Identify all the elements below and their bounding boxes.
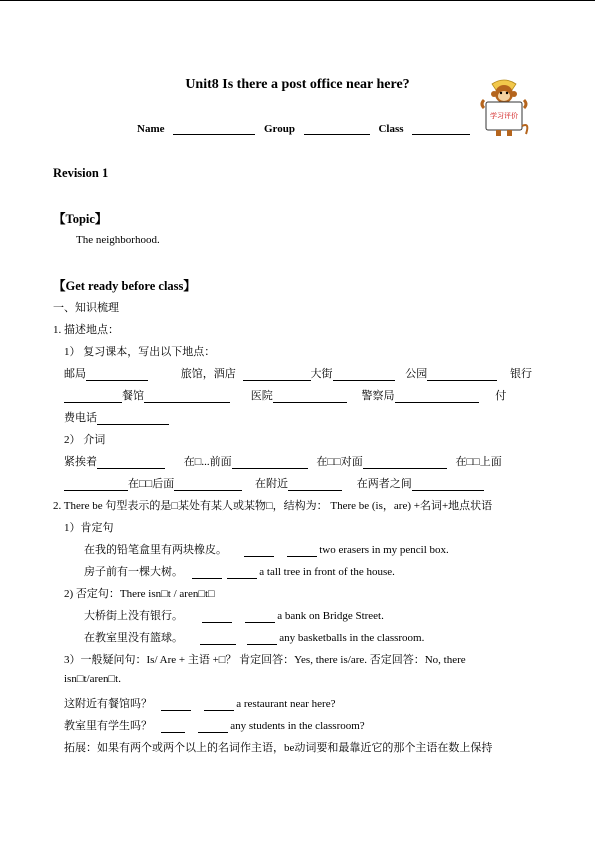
blank[interactable]: [144, 391, 230, 403]
blank[interactable]: [200, 633, 236, 645]
blank[interactable]: [363, 457, 447, 469]
places-row-2: [64, 387, 506, 403]
logo-text: 学习评价: [490, 112, 518, 120]
prep-near: 在附近: [255, 478, 289, 490]
place-pay-phone-cont: 费电话: [64, 412, 97, 424]
blank[interactable]: [244, 545, 274, 557]
class-field[interactable]: [412, 122, 470, 135]
prep-next-to: 紧挨着: [64, 456, 97, 468]
preps-row-1: [64, 453, 502, 469]
blank[interactable]: [288, 479, 342, 491]
place-restaurant: 餐馆: [122, 390, 144, 402]
positive-sentence-2: 房子前有一棵大树。 a tall tree in front of the house.: [84, 566, 395, 578]
name-field[interactable]: [173, 122, 255, 135]
negative-sentence-2: 在教室里没有篮球。 any basketballs in the classroom.: [84, 632, 425, 644]
negative-heading: 2) 否定句：There isn□t / aren□t□: [64, 588, 215, 600]
blank[interactable]: [204, 699, 234, 711]
item-1-heading: 1. 描述地点：: [53, 324, 119, 336]
blank[interactable]: [97, 457, 165, 469]
positive-heading: 1）肯定句: [64, 522, 114, 534]
place-pay-phone: 付: [495, 390, 507, 402]
blank[interactable]: [287, 545, 317, 557]
prep-between: 在两者之间: [356, 478, 412, 490]
blank[interactable]: [64, 391, 122, 403]
question-heading-cont: isn□t/aren□t.: [64, 673, 121, 685]
blank[interactable]: [273, 391, 347, 403]
sub-2-heading: 2） 介词: [64, 434, 106, 446]
prep-on-top: 在□□上面: [455, 456, 502, 468]
places-row-1: [64, 365, 532, 381]
blank[interactable]: [64, 479, 128, 491]
blank[interactable]: [161, 699, 191, 711]
question-heading: 3）一般疑问句：Is/ Are + 主语 +□？ 肯定回答：Yes, there is/are. 否定回答：No, there: [64, 654, 466, 666]
question-sentence-1: 这附近有餐馆吗？ a restaurant near here?: [64, 698, 336, 710]
place-hotel: 旅馆，酒店: [180, 368, 236, 380]
preps-row-2: [64, 475, 484, 491]
blank[interactable]: [192, 567, 222, 579]
blank[interactable]: [161, 721, 185, 733]
sub-1-heading: 1） 复习课本，写出以下地点：: [64, 346, 216, 358]
group-field[interactable]: [304, 122, 370, 135]
negative-sentence-1: 大桥街上没有银行。 a bank on Bridge Street.: [84, 610, 384, 622]
question-sentence-2: 教室里有学生吗？ any students in the classroom?: [64, 720, 365, 732]
section-1-heading: 一、知识梳理: [53, 302, 119, 314]
item-2-heading: 2. There be 句型表示的是□某处有某人或某物□，结构为： There be (is，are) +名词+地点状语: [53, 500, 493, 512]
page-title: Unit8 Is there a post office near here?: [185, 77, 410, 92]
top-border: [0, 0, 595, 1]
prep-behind: 在□□后面: [128, 478, 175, 490]
name-label: Name: [137, 123, 165, 135]
place-police: 警察局: [361, 390, 395, 402]
blank[interactable]: [247, 633, 277, 645]
places-row-3: [64, 409, 169, 425]
blank[interactable]: [245, 611, 275, 623]
blank[interactable]: [198, 721, 228, 733]
blank[interactable]: [243, 369, 311, 381]
blank[interactable]: [86, 369, 148, 381]
extension-note: 拓展：如果有两个或两个以上的名词作主语，be动词要和最靠近它的那个主语在数上保持: [64, 742, 493, 754]
student-info-row: [137, 122, 476, 135]
blank[interactable]: [395, 391, 479, 403]
blank[interactable]: [227, 567, 257, 579]
place-bank: 银行: [510, 368, 532, 380]
blank[interactable]: [174, 479, 242, 491]
prep-in-front: 在□...前面: [183, 456, 232, 468]
blank[interactable]: [412, 479, 484, 491]
monkey-logo: [478, 78, 530, 138]
blank[interactable]: [333, 369, 395, 381]
group-label: Group: [264, 123, 295, 135]
prep-across: 在□□对面: [316, 456, 363, 468]
get-ready-heading: 【Get ready before class】: [53, 279, 196, 293]
revision-heading: Revision 1: [53, 166, 109, 180]
blank[interactable]: [202, 611, 232, 623]
place-hospital: 医院: [250, 390, 273, 402]
blank[interactable]: [97, 413, 169, 425]
place-post-office: 邮局: [64, 368, 86, 380]
place-street: 大街: [310, 368, 333, 380]
topic-text: The neighborhood.: [76, 234, 160, 246]
positive-sentence-1: 在我的铅笔盒里有两块橡皮。 two erasers in my pencil box.: [84, 544, 449, 556]
blank[interactable]: [232, 457, 308, 469]
class-label: Class: [378, 123, 404, 135]
place-park: 公园: [405, 368, 428, 380]
topic-heading: 【Topic】: [53, 212, 108, 226]
blank[interactable]: [427, 369, 497, 381]
